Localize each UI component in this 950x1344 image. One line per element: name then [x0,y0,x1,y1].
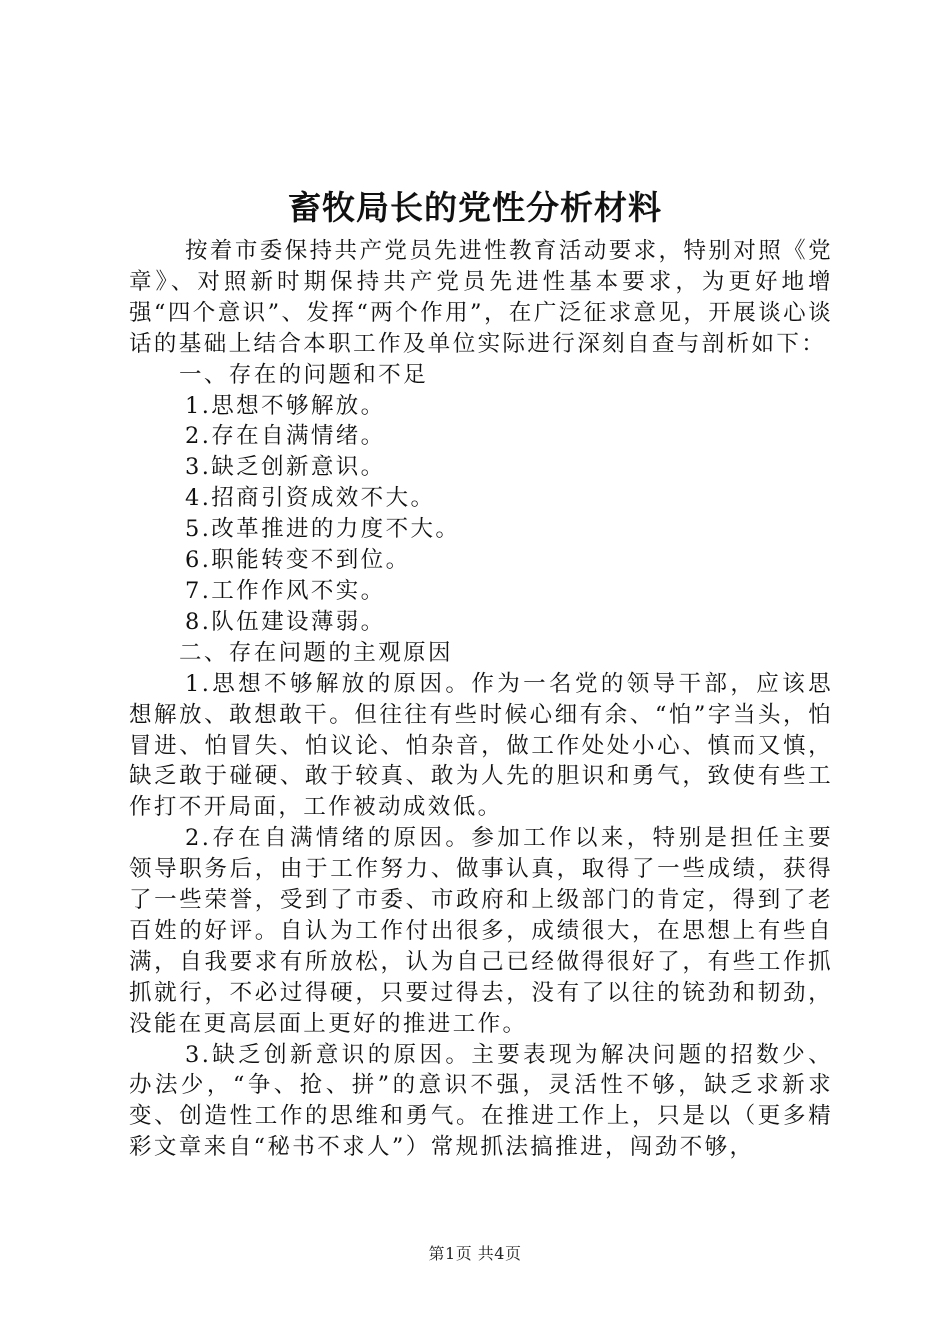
document-title: 畜牧局长的党性分析材料 [288,188,662,227]
problem-item: 7.工作作风不实。 [185,577,386,604]
cause-paragraph: 2.存在自满情绪的原因。参加工作以来，特别是担任主要领导职务后，由于工作努力、做事认真，取得了一些成绩，获得了一些荣誉，受到了市委、市政府和上级部门的肯定，得到了老百姓的好评。自认为工作付出很多，成绩很大，在思想上有些自满，自我要求有所放松，认为自己已经做得很好了，有些工作抓抓就行，不必过得硬，只要过得去，没有了以往的铳劲和韧劲，没能在更高层面上更好的推进工作。 [129,825,833,1037]
problem-item: 1.思想不够解放。 [185,392,386,419]
problem-item: 5.改革推进的力度不大。 [185,516,461,543]
document-body [129,236,833,1163]
cause-paragraph: 3.缺乏创新意识的原因。主要表现为解决问题的招数少、办法少，“争、抢、拼”的意识不强，灵活性不够，缺乏求新求变、创造性工作的思维和勇气。在推进工作上，只是以（更多精彩文章来自“秘书不求人”）常规抓法搞推进，闯劲不够， [129,1041,833,1161]
problem-item: 4.招商引资成效不大。 [185,485,436,512]
cause-paragraph: 1.思想不够解放的原因。作为一名党的领导干部，应该思想解放、敢想敢干。但往往有些时候心细有余、“怕”字当头，怕冒进、怕冒失、怕议论、怕杂音，做工作处处小心、慎而又慎，缺乏敢于碰硬、敢于较真、敢为人先的胆识和勇气，致使有些工作打不开局面，工作被动成效低。 [129,670,833,821]
intro-paragraph: 按着市委保持共产党员先进性教育活动要求，特别对照《党章》、对照新时期保持共产党员先进性基本要求，为更好地增强“四个意识”、发挥“两个作用”，在广泛征求意见，开展谈心谈话的基础上结合本职工作及单位实际进行深刻自查与剖析如下： [129,238,833,357]
section-heading-problems: 一、存在的问题和不足 [179,361,429,388]
problem-item: 3.缺乏创新意识。 [185,454,386,481]
section-heading-causes: 二、存在问题的主观原因 [179,639,453,666]
problem-item: 8.队伍建设薄弱。 [185,608,386,635]
problem-item: 2.存在自满情绪。 [185,423,386,450]
page-footer: 第1页 共4页 [428,1244,522,1263]
problem-item: 6.职能转变不到位。 [185,547,411,574]
